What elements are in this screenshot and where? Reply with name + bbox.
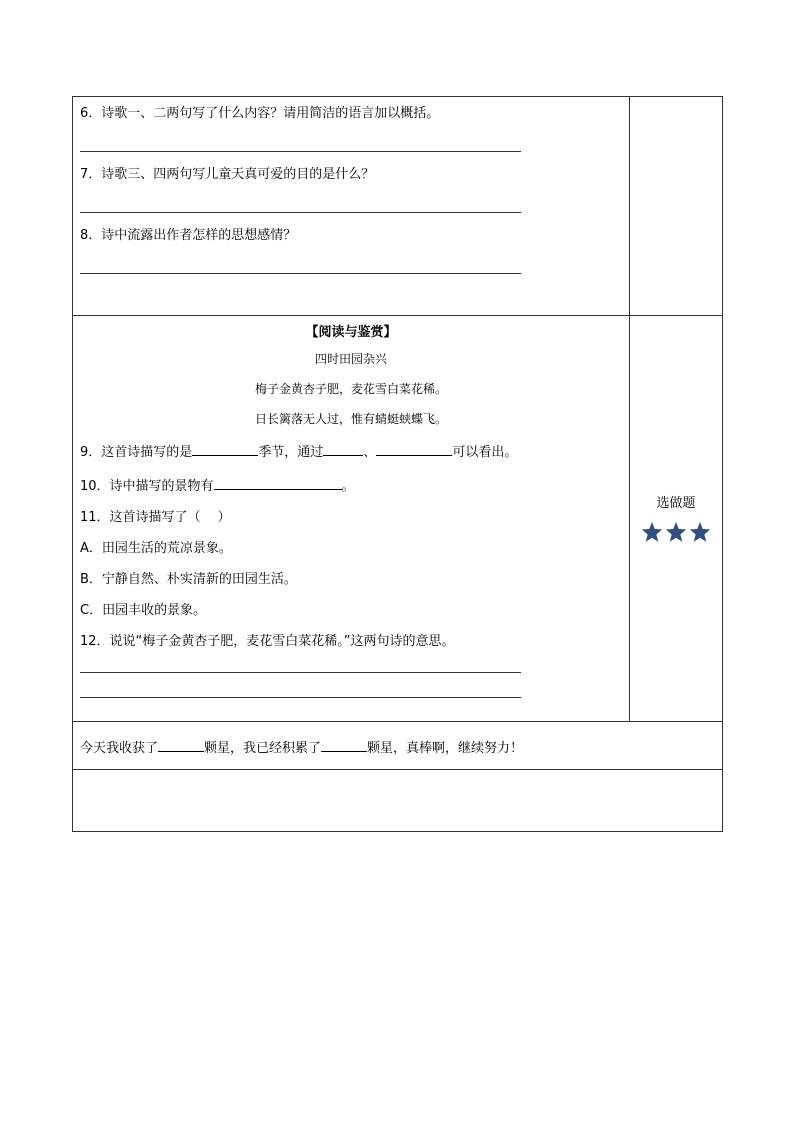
summary-text-a: 今天我收获了	[80, 741, 159, 756]
option-b[interactable]: B．宁静自然、朴实清新的田园生活。	[80, 572, 297, 587]
side-cell-optional	[630, 316, 723, 722]
blank-scenery[interactable]	[214, 476, 342, 490]
star-icon	[689, 521, 711, 543]
question-6: 6．诗歌一、二两句写了什么内容？请用简洁的语言加以概括。	[80, 106, 440, 121]
question-8: 8．诗中流露出作者怎样的思想感情？	[80, 228, 297, 243]
questions-6-8-row	[73, 97, 723, 316]
summary-row	[73, 722, 723, 770]
answer-line-q6[interactable]	[80, 151, 521, 152]
blank-row	[73, 770, 723, 832]
blank-season[interactable]	[192, 442, 258, 456]
answer-line-q8[interactable]	[80, 273, 521, 274]
blank-stars-total[interactable]	[321, 738, 367, 752]
question-9-text-c: 、	[363, 445, 377, 460]
option-c[interactable]: C．田园丰收的景象。	[80, 603, 207, 618]
question-11: 11．这首诗描写了（ ）	[80, 510, 231, 525]
blank-scene-1[interactable]	[323, 442, 363, 456]
summary-text-b: 颗星，我已经积累了	[204, 741, 322, 756]
blank-cell	[73, 770, 723, 832]
summary-cell	[73, 722, 723, 770]
side-cell-empty	[630, 97, 723, 316]
question-9-text-d: 可以看出。	[452, 445, 518, 460]
question-9-text-a: 9．这首诗描写的是	[80, 445, 193, 460]
summary-text-c: 颗星，真棒啊，继续努力！	[367, 741, 524, 756]
reading-section-row	[73, 316, 723, 722]
answer-line-q12-1[interactable]	[80, 672, 521, 673]
answer-line-q12-2[interactable]	[80, 697, 521, 698]
question-10-text-b: 。	[341, 479, 355, 494]
answer-line-q7[interactable]	[80, 212, 521, 213]
option-a[interactable]: A．田园生活的荒凉景象。	[80, 541, 232, 556]
star-icon	[641, 521, 663, 543]
reading-section-cell	[73, 316, 630, 722]
star-summary	[80, 738, 722, 757]
poem-line-1: 梅子金黄杏子肥，麦花雪白菜花稀。	[254, 382, 447, 396]
section-title: 【阅读与鉴赏】	[305, 325, 397, 340]
question-12: 12．说说“梅子金黄杏子肥，麦花雪白菜花稀。”这两句诗的意思。	[80, 634, 455, 649]
optional-question-label: 选做题	[656, 496, 696, 511]
worksheet-table	[72, 96, 723, 832]
star-icon	[665, 521, 687, 543]
question-10-text-a: 10．诗中描写的景物有	[80, 479, 214, 494]
blank-stars-today[interactable]	[158, 738, 204, 752]
question-9-text-b: 季节，通过	[258, 445, 324, 460]
star-rating	[630, 521, 722, 545]
poem-line-2: 日长篱落无人过，惟有蜻蜓蛱蝶飞。	[254, 412, 447, 426]
blank-scene-2[interactable]	[376, 442, 452, 456]
question-10	[80, 476, 629, 495]
question-9	[80, 442, 629, 461]
poem-title: 四时田园杂兴	[314, 352, 387, 366]
question-7: 7．诗歌三、四两句写儿童天真可爱的目的是什么？	[80, 167, 375, 182]
questions-6-8-cell	[73, 97, 630, 316]
